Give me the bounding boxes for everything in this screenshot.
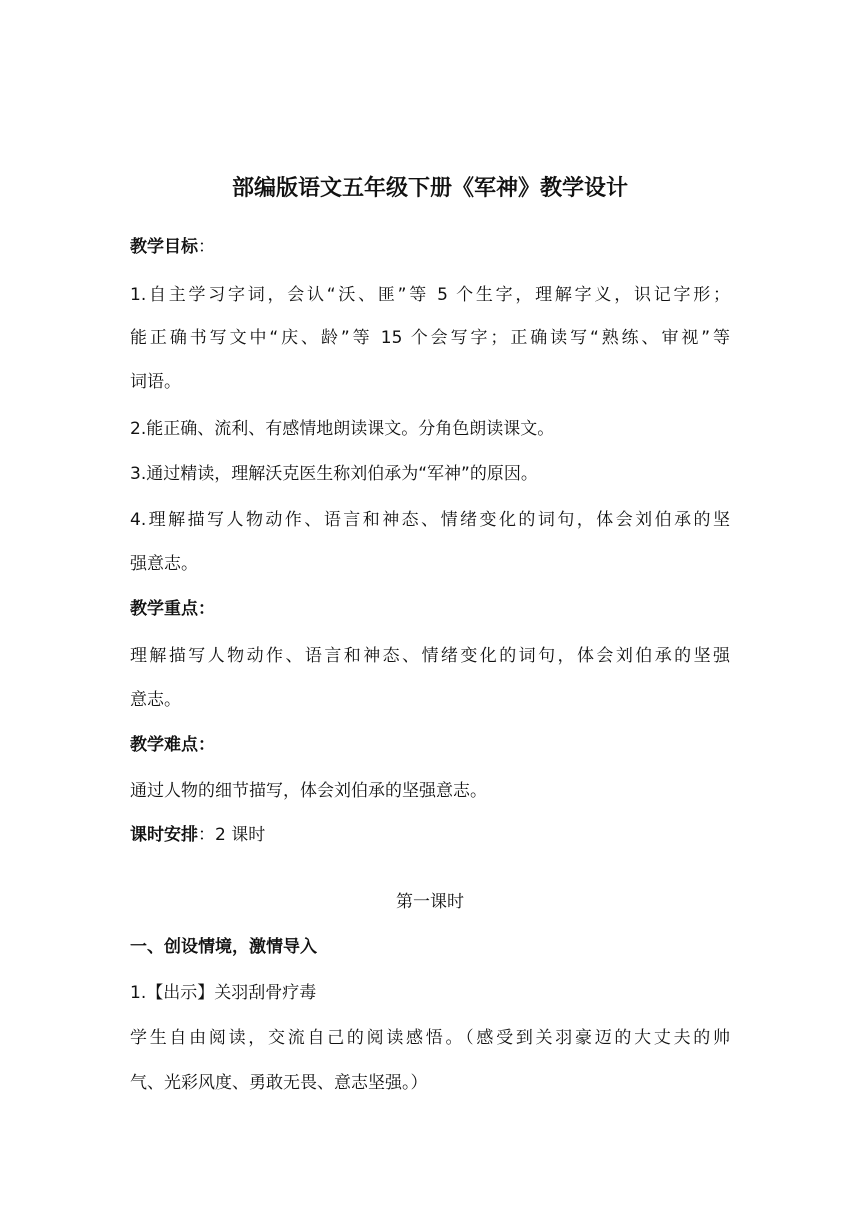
key-points-line-2: 意志。 — [130, 690, 181, 710]
lesson-title: 第一课时 — [396, 892, 464, 912]
schedule-value: ：2 课时 — [198, 825, 266, 845]
lesson-line-2: 气、光彩风度、勇敢无畏、意志坚强。） — [130, 1073, 428, 1093]
schedule-line — [130, 824, 265, 846]
key-points-heading: 教学重点： — [130, 599, 215, 619]
goals-heading-line — [130, 236, 215, 258]
item-1-line: 1.【出示】关羽刮骨疗毒 — [130, 983, 317, 1003]
goal-line-7: 强意志。 — [130, 554, 198, 574]
difficulties-heading: 教学难点： — [130, 735, 215, 755]
difficulties-line-1: 通过人物的细节描写，体会刘伯承的坚强意志。 — [130, 781, 487, 801]
schedule-heading: 课时安排 — [130, 825, 198, 845]
goal-line-1: 1.自主学习字词，会认“沃、匪”等 5 个生字，理解字义，识记字形； — [130, 285, 730, 305]
goals-heading-colon: ： — [198, 237, 215, 257]
goal-line-2: 能正确书写文中“庆、龄”等 15 个会写字；正确读写“熟练、审视”等 — [130, 328, 730, 348]
goals-heading: 教学目标 — [130, 237, 198, 257]
lesson-line-1: 学生自由阅读，交流自己的阅读感悟。（感受到关羽豪迈的大丈夫的帅 — [130, 1028, 730, 1048]
section-1-heading: 一、创设情境，激情导入 — [130, 937, 317, 957]
key-points-line-1: 理解描写人物动作、语言和神态、情绪变化的词句，体会刘伯承的坚强 — [130, 646, 730, 666]
goal-line-6: 4.理解描写人物动作、语言和神态、情绪变化的词句，体会刘伯承的坚 — [130, 510, 730, 530]
document-title: 部编版语文五年级下册《军神》教学设计 — [231, 176, 628, 201]
goal-line-3: 词语。 — [130, 372, 181, 392]
goal-line-5: 3.通过精读，理解沃克医生称刘伯承为“军神”的原因。 — [130, 464, 538, 484]
goal-line-4: 2.能正确、流利、有感情地朗读课文。分角色朗读课文。 — [130, 419, 555, 439]
